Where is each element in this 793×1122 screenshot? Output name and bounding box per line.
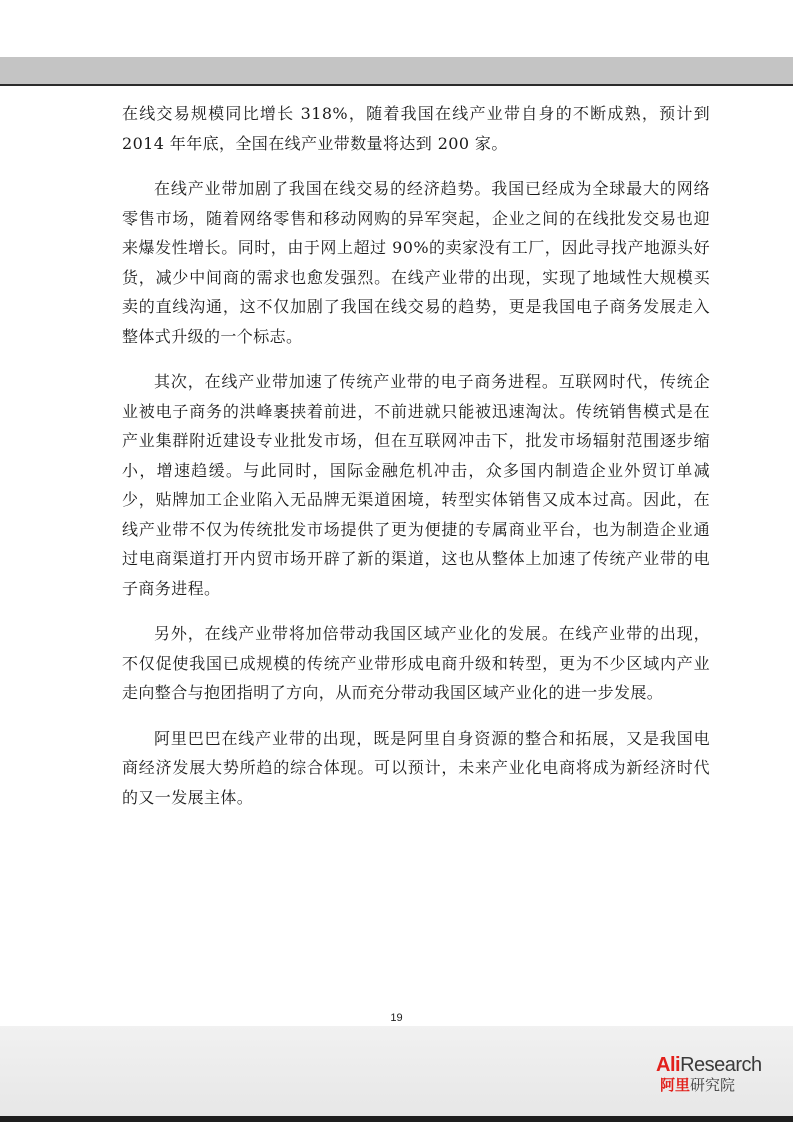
logo-wordmark [656,1054,790,1076]
logo-chinese-name [660,1076,790,1094]
logo-cn-gray-text: 研究院 [690,1076,736,1094]
footer-divider [0,1116,793,1122]
paragraph: 其次，在线产业带加速了传统产业带的电子商务进程。互联网时代，传统企业被电子商务的洪峰裹挟着前进，不前进就只能被迅速淘汰。传统销售模式是在产业集群附近建设专业批发市场，但在互联网冲击下，批发市场辐射范围逐步缩小，增速趋缓。与此同时，国际金融危机冲击，众多国内制造企业外贸订单减少，贴牌加工企业陷入无品牌无渠道困境，转型实体销售又成本过高。因此，在线产业带不仅为传统批发市场提供了更为便捷的专属商业平台，也为制造企业通过电商渠道打开内贸市场开辟了新的渠道，这也从整体上加速了传统产业带的电子商务进程。 [122,372,710,598]
paragraph: 另外，在线产业带将加倍带动我国区域产业化的发展。在线产业带的出现，不仅促使我国已成规模的传统产业带形成电商升级和转型，更为不少区域内产业走向整合与抱团指明了方向，从而充分带动我国区域产业化的进一步发展。 [122,624,710,702]
document-body [122,99,710,828]
header-divider [0,84,793,86]
logo-research-text: Research [680,1054,762,1076]
logo-ali-text: Ali [656,1054,681,1076]
page-number: 19 [390,1012,403,1024]
paragraph: 阿里巴巴在线产业带的出现，既是阿里自身资源的整合和拓展，又是我国电商经济发展大势所趋的综合体现。可以预计，未来产业化电商将成为新经济时代的又一发展主体。 [122,728,710,807]
paragraph: 在线交易规模同比增长 318%，随着我国在线产业带自身的不断成熟，预计到 2014 年年底，全国在线产业带数量将达到 200 家。 [122,104,710,153]
aliresearch-logo [656,1054,790,1096]
logo-cn-red-text: 阿里 [660,1076,691,1094]
header-band [0,57,793,84]
paragraph: 在线产业带加剧了我国在线交易的经济趋势。我国已经成为全球最大的网络零售市场，随着网络零售和移动网购的异军突起，企业之间的在线批发交易也迎来爆发性增长。同时，由于网上超过 90%的卖家没有工厂，因此寻找产地源头好货，减少中间商的需求也愈发强烈。在线产业带的出现，实现了地域性大规模买卖的直线沟通，这不仅加剧了我国在线交易的趋势，更是我国电子商务发展走入整体式升级的一个标志。 [122,179,710,346]
